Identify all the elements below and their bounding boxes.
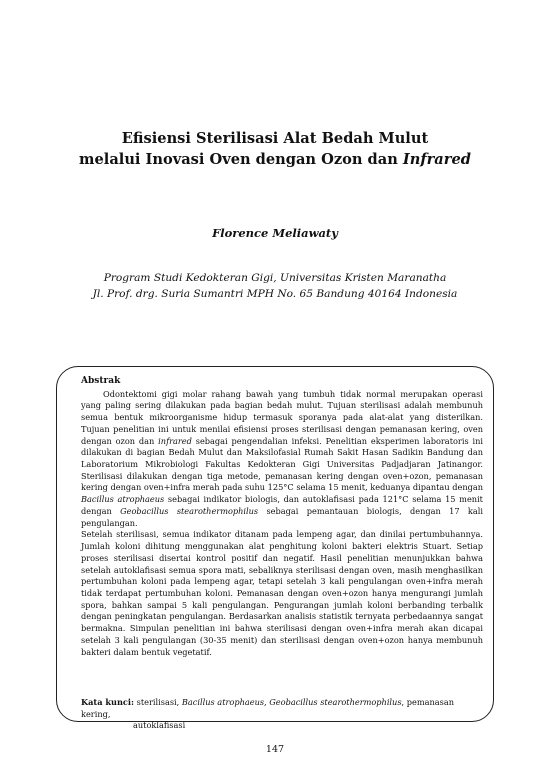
abstract-line: spora, bahkan sampai 5 kali pengulangan. Pengurangan jumlah koloni berbanding terbalik	[81, 599, 483, 610]
abstract-line: bakteri dalam bentuk vegetatif.	[81, 646, 212, 657]
abstract-line: setelah autoklafisasi semua spora mati, sebaliknya sterilisasi dengan oven, masih menghasilkan	[81, 564, 483, 575]
title-line-2-italic: Infrared	[402, 151, 471, 168]
abstract-line: Jumlah koloni dihitung menggunakan alat penghitung koloni bakteri elektris Stuart. Setiap	[81, 541, 483, 552]
keywords-text: sterilisasi,	[134, 697, 182, 707]
abstract-line: setelah 3 kali pengulangan (30-35 menit) dan sterilisasi dengan oven+ozon hanya membunuh	[81, 634, 483, 645]
abstract-line: Sterilisasi dilakukan dengan tiga metode, pemanasan kering dengan oven+ozon, pemanasan	[81, 470, 483, 481]
abstract	[81, 376, 483, 658]
abstract-line: Laboratorium Mikrobiologi Fakultas Kedokteran Gigi Universitas Padjadjaran Jatinangor.	[81, 459, 483, 470]
abstract-line: tidak terdapat pertumbuhan koloni. Pemanasan dengan oven+ozon hanya mengurangi jumlah	[81, 587, 483, 598]
abstract-line: kering dengan oven+infra merah pada suhu 125°C selama 15 menit, keduanya dipantau dengan	[81, 482, 483, 493]
abstract-text: sebagai pemantauan biologis, dengan 17 kali pengulangan.	[81, 505, 483, 528]
abstract-text: sebagai pengendalian infeksi. Penelitian eksperimen laboratoris ini	[191, 435, 484, 446]
keywords-text: , pemanasan kering,	[81, 697, 454, 719]
keywords-italic-term: Geobacillus stearothermophilus	[269, 697, 402, 707]
title-line-2-text: melalui Inovasi Oven dengan Ozon dan	[79, 151, 403, 168]
abstract-line: dilakukan di bagian Bedah Mulut dan Maksilofasial Rumah Sakit Hasan Sadikin Bandung dan	[81, 447, 483, 458]
abstract-line: Setelah sterilisasi, semua indikator ditanam pada lempeng agar, dan dinilai pertumbuhannya.	[81, 529, 483, 540]
abstract-line	[81, 494, 483, 506]
abstract-line	[81, 436, 483, 448]
abstract-line	[81, 506, 483, 529]
abstract-heading: Abstrak	[81, 376, 121, 386]
abstract-text: sebagai indikator biologis, dan autoklafisasi pada 121°C selama 15 menit	[164, 494, 483, 505]
title-line-1: Efisiensi Sterilisasi Alat Bedah Mulut	[121, 130, 429, 147]
abstract-line: Odontektomi gigi molar rahang bawah yang tumbuh tidak normal merupakan operasi	[103, 388, 483, 399]
abstract-line: proses sterilisasi disertai kontrol positif dan negatif. Hasil penelitian menunjukkan bahwa	[81, 552, 483, 563]
keywords-line	[81, 697, 483, 720]
abstract-line: dengan peningkatan pengulangan. Berdasarkan analisis statistik ternyata perbedaannya sangat	[81, 611, 483, 622]
abstract-line: bermakna. Simpulan penelitian ini bahwa sterilisasi dengan oven+infra merah akan dicapai	[81, 623, 483, 634]
paper-title	[40, 128, 510, 170]
abstract-italic-term: Geobacillus stearothermophilus	[120, 505, 259, 516]
affiliation	[40, 270, 510, 302]
abstract-italic-term: infrared	[158, 435, 192, 446]
keywords	[81, 697, 483, 732]
keywords-text: ,	[264, 697, 270, 707]
title-line-2	[40, 149, 510, 170]
author-name: Florence Meliawaty	[212, 226, 338, 240]
abstract-italic-term: Bacillus atrophaeus	[81, 494, 165, 505]
abstract-line: pertumbuhan koloni pada lempeng agar, tetapi setelah 3 kali pengulangan oven+infra merah	[81, 576, 483, 587]
abstract-line: yang paling sering dilakukan pada bagian bedah mulut. Tujuan sterilisasi adalah membunuh	[81, 400, 483, 411]
abstract-text: dengan	[81, 505, 121, 516]
keywords-label: Kata kunci:	[81, 697, 135, 707]
keywords-italic-term: Bacillus atrophaeus	[181, 697, 265, 707]
abstract-body	[81, 389, 483, 659]
keywords-last: autoklafisasi	[133, 720, 186, 730]
affiliation-line-1: Program Studi Kedokteran Gigi, Universitas Kristen Maranatha	[103, 272, 447, 284]
page-number: 147	[265, 744, 285, 755]
affiliation-line-2: Jl. Prof. drg. Suria Sumantri MPH No. 65 Bandung 40164 Indonesia	[92, 288, 458, 300]
abstract-text: dengan ozon dan	[81, 435, 159, 446]
abstract-line: semua bentuk mikroorganisme hidup termasuk sporanya pada alat-alat yang disterilkan.	[81, 412, 483, 423]
abstract-line: Tujuan penelitian ini untuk menilai efisiensi proses sterilisasi dengan pemanasan kering, oven	[81, 423, 483, 434]
